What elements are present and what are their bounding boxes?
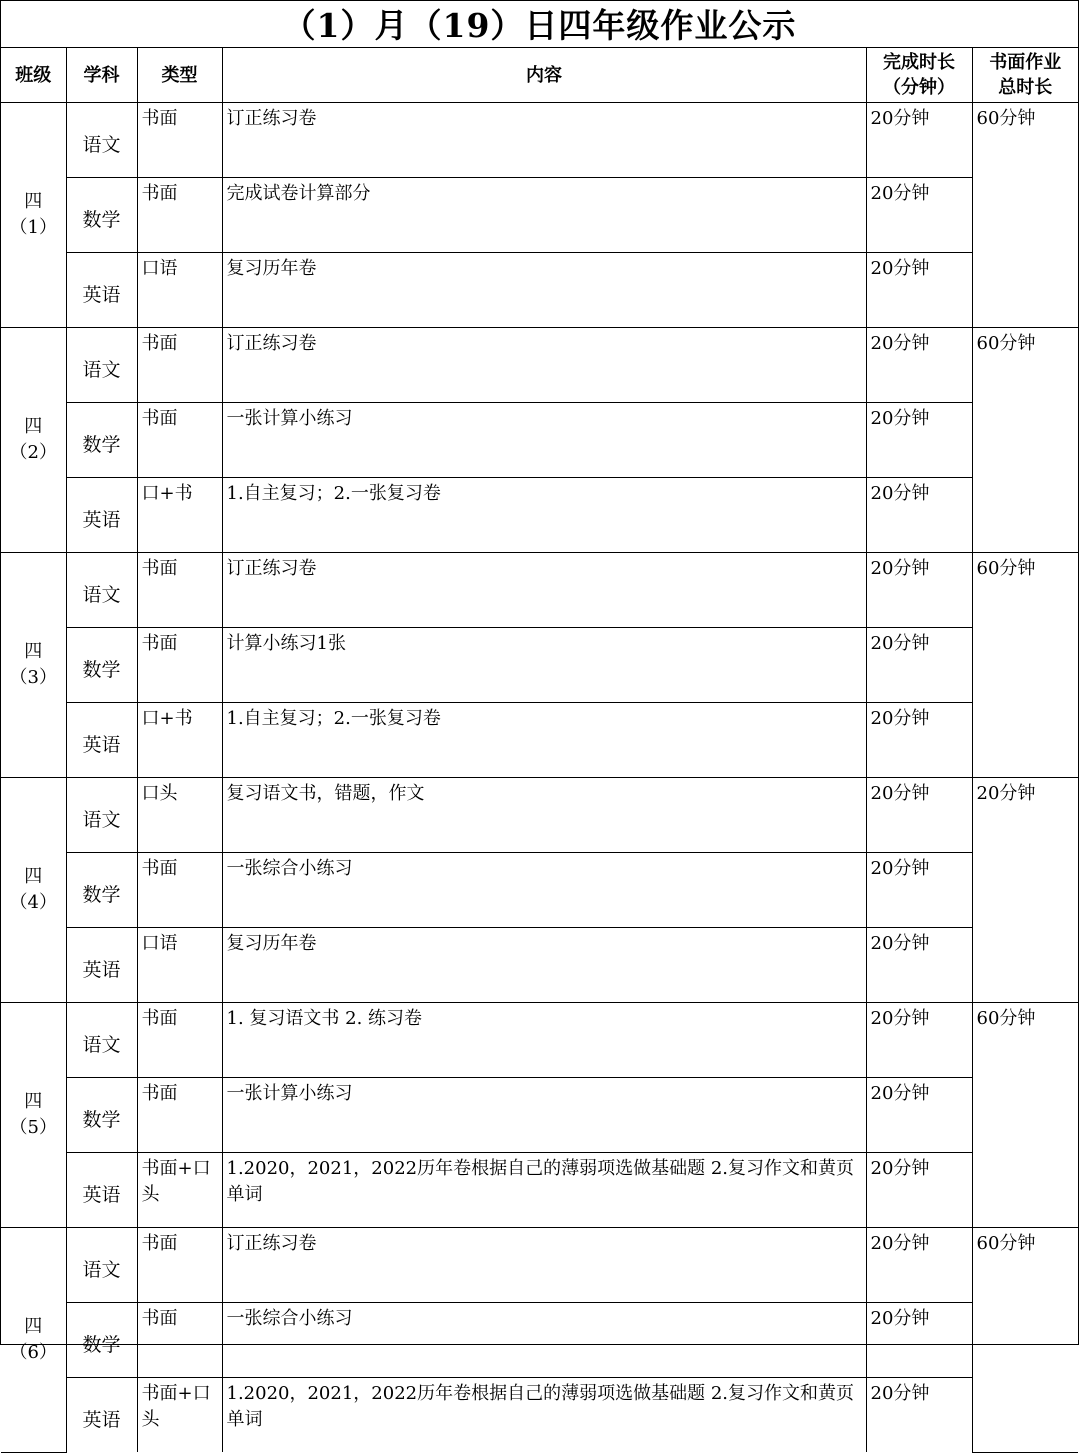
subject-cell: 数学 <box>66 403 137 478</box>
total-cell: 60分钟 <box>972 553 1078 778</box>
class-name: 四 <box>24 641 43 662</box>
duration-cell: 20分钟 <box>866 628 972 703</box>
homework-table <box>1 48 1078 1453</box>
subject-cell: 语文 <box>66 1228 137 1303</box>
content-cell: 完成试卷计算部分 <box>222 178 866 253</box>
duration-cell: 20分钟 <box>866 178 972 253</box>
table-row <box>1 253 1078 328</box>
type-cell: 书面 <box>137 403 222 478</box>
header-total <box>972 48 1078 103</box>
type-cell: 书面 <box>137 103 222 178</box>
class-name: 四 <box>24 1315 43 1337</box>
duration-cell: 20分钟 <box>866 1228 972 1303</box>
table-row <box>1 103 1078 178</box>
table-row <box>1 1228 1078 1303</box>
table-row <box>1 553 1078 628</box>
content-cell: 一张计算小练习 <box>222 1078 866 1153</box>
subject-cell: 数学 <box>66 1303 137 1378</box>
subject-cell: 数学 <box>66 628 137 703</box>
content-cell: 1.2020，2021，2022历年卷根据自己的薄弱项选做基础题 2.复习作文和黄页单词 <box>222 1378 866 1453</box>
subject-cell: 语文 <box>66 328 137 403</box>
class-cell <box>1 328 66 553</box>
table-row <box>1 1078 1078 1153</box>
duration-cell: 20分钟 <box>866 103 972 178</box>
content-cell: 1. 复习语文书 2. 练习卷 <box>222 1003 866 1078</box>
type-cell: 书面 <box>137 1303 222 1378</box>
subject-cell: 英语 <box>66 1153 137 1228</box>
subject-cell: 语文 <box>66 778 137 853</box>
content-cell: 一张综合小练习 <box>222 1303 866 1378</box>
header-duration-line1: 完成时长 <box>883 52 955 73</box>
header-total-line2: 总时长 <box>998 77 1053 98</box>
class-name: 四 <box>24 1091 43 1112</box>
duration-cell: 20分钟 <box>866 703 972 778</box>
type-cell: 书面 <box>137 178 222 253</box>
total-cell: 60分钟 <box>972 328 1078 553</box>
type-cell: 口+书 <box>137 478 222 553</box>
class-cell <box>1 103 66 328</box>
page-title: （1）月（19）日四年级作业公示 <box>1 1 1078 48</box>
type-cell: 书面 <box>137 1228 222 1303</box>
class-number: （4） <box>9 892 57 913</box>
content-cell: 复习语文书，错题，作文 <box>222 778 866 853</box>
type-cell: 书面 <box>137 853 222 928</box>
class-name: 四 <box>24 866 43 887</box>
duration-cell: 20分钟 <box>866 778 972 853</box>
subject-cell: 英语 <box>66 703 137 778</box>
table-row <box>1 778 1078 853</box>
subject-cell: 英语 <box>66 253 137 328</box>
table-row <box>1 928 1078 1003</box>
class-cell <box>1 1003 66 1228</box>
total-cell: 20分钟 <box>972 778 1078 1003</box>
table-row <box>1 478 1078 553</box>
class-cell <box>1 778 66 1003</box>
header-type: 类型 <box>137 48 222 103</box>
subject-cell: 数学 <box>66 1078 137 1153</box>
table-row <box>1 853 1078 928</box>
type-cell: 书面+口头 <box>137 1153 222 1228</box>
total-cell: 60分钟 <box>972 1003 1078 1228</box>
table-row <box>1 1153 1078 1228</box>
table-row <box>1 178 1078 253</box>
class-cell <box>1 1228 66 1453</box>
header-subject: 学科 <box>66 48 137 103</box>
class-number: （2） <box>9 442 57 463</box>
class-number: （1） <box>9 217 57 238</box>
content-cell: 一张计算小练习 <box>222 403 866 478</box>
type-cell: 口语 <box>137 928 222 1003</box>
table-row <box>1 1378 1078 1453</box>
type-cell: 口头 <box>137 778 222 853</box>
table-row <box>1 403 1078 478</box>
content-cell: 1.2020，2021，2022历年卷根据自己的薄弱项选做基础题 2.复习作文和黄页单词 <box>222 1153 866 1228</box>
type-cell: 书面+口头 <box>137 1378 222 1453</box>
duration-cell: 20分钟 <box>866 928 972 1003</box>
table-row <box>1 1003 1078 1078</box>
table-row <box>1 328 1078 403</box>
subject-cell: 数学 <box>66 853 137 928</box>
table-row <box>1 703 1078 778</box>
content-cell: 订正练习卷 <box>222 1228 866 1303</box>
header-duration-line2: （分钟） <box>883 77 955 98</box>
type-cell: 书面 <box>137 1078 222 1153</box>
class-name: 四 <box>24 416 43 437</box>
content-cell: 复习历年卷 <box>222 253 866 328</box>
type-cell: 书面 <box>137 553 222 628</box>
header-row <box>1 48 1078 103</box>
content-cell: 1.自主复习；2.一张复习卷 <box>222 478 866 553</box>
duration-cell: 20分钟 <box>866 1153 972 1228</box>
duration-cell: 20分钟 <box>866 328 972 403</box>
class-cell <box>1 553 66 778</box>
header-total-line1: 书面作业 <box>989 52 1062 73</box>
content-cell: 订正练习卷 <box>222 328 866 403</box>
type-cell: 书面 <box>137 1003 222 1078</box>
type-cell: 口语 <box>137 253 222 328</box>
content-cell: 计算小练习1张 <box>222 628 866 703</box>
content-cell: 1.自主复习；2.一张复习卷 <box>222 703 866 778</box>
class-number: （3） <box>9 667 57 688</box>
duration-cell: 20分钟 <box>866 1003 972 1078</box>
subject-cell: 语文 <box>66 103 137 178</box>
header-class: 班级 <box>1 48 66 103</box>
type-cell: 书面 <box>137 628 222 703</box>
duration-cell: 20分钟 <box>866 253 972 328</box>
duration-cell: 20分钟 <box>866 853 972 928</box>
subject-cell: 英语 <box>66 1378 137 1453</box>
subject-cell: 语文 <box>66 553 137 628</box>
duration-cell: 20分钟 <box>866 1078 972 1153</box>
table-row <box>1 628 1078 703</box>
content-cell: 订正练习卷 <box>222 553 866 628</box>
type-cell: 口+书 <box>137 703 222 778</box>
class-number: （5） <box>9 1117 57 1138</box>
duration-cell: 20分钟 <box>866 1378 972 1453</box>
class-name: 四 <box>24 191 43 212</box>
duration-cell: 20分钟 <box>866 478 972 553</box>
class-number: （6） <box>9 1341 57 1363</box>
duration-cell: 20分钟 <box>866 403 972 478</box>
type-cell: 书面 <box>137 328 222 403</box>
subject-cell: 英语 <box>66 478 137 553</box>
duration-cell: 20分钟 <box>866 1303 972 1378</box>
header-content: 内容 <box>222 48 866 103</box>
total-cell: 60分钟 <box>972 1228 1078 1453</box>
content-cell: 订正练习卷 <box>222 103 866 178</box>
subject-cell: 英语 <box>66 928 137 1003</box>
header-duration <box>866 48 972 103</box>
subject-cell: 语文 <box>66 1003 137 1078</box>
content-cell: 复习历年卷 <box>222 928 866 1003</box>
subject-cell: 数学 <box>66 178 137 253</box>
duration-cell: 20分钟 <box>866 553 972 628</box>
table-row <box>1 1303 1078 1378</box>
total-cell: 60分钟 <box>972 103 1078 328</box>
content-cell: 一张综合小练习 <box>222 853 866 928</box>
